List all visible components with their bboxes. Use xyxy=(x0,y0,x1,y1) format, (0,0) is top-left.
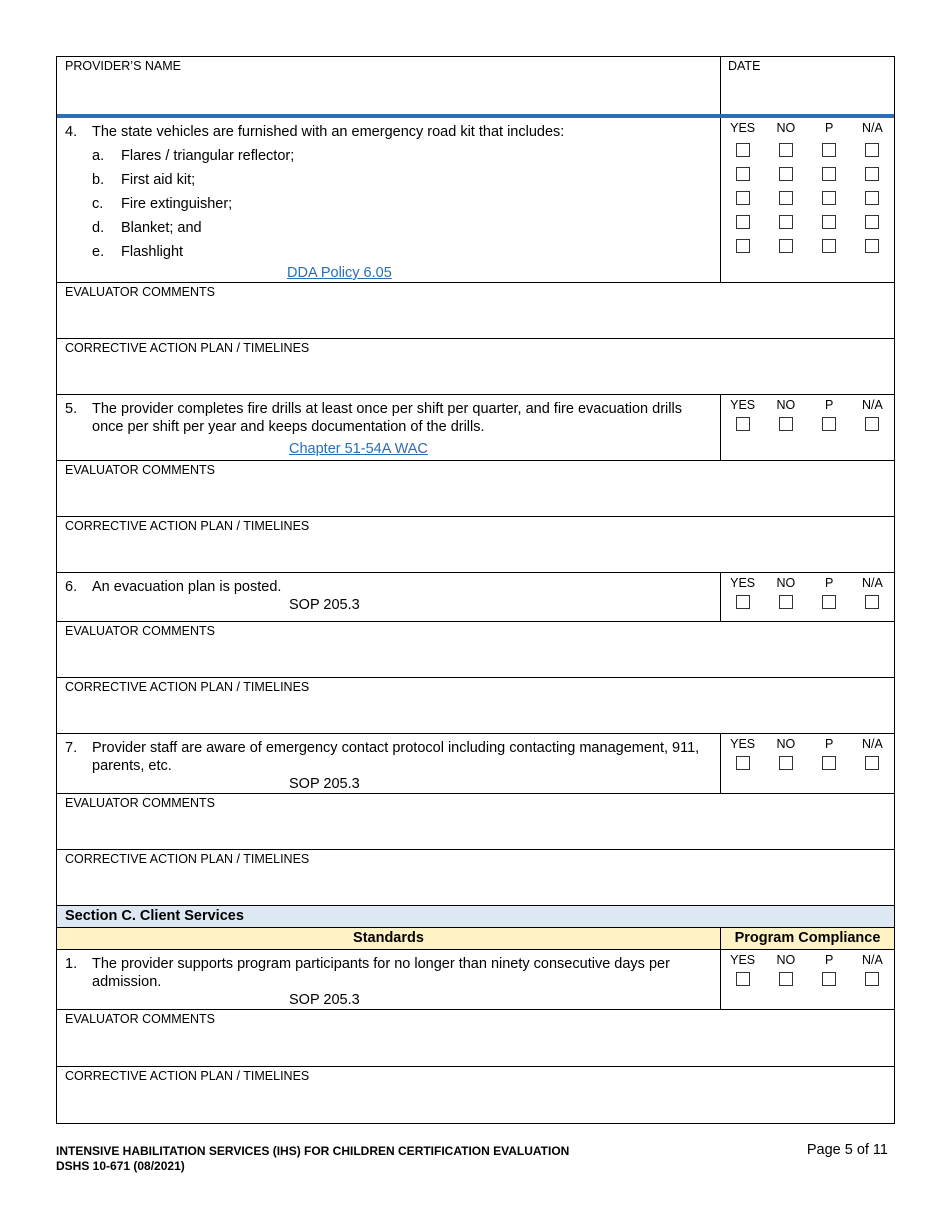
na-header: N/A xyxy=(861,398,883,412)
yes-checkbox-4b[interactable] xyxy=(736,167,750,181)
corrective-action-6[interactable] xyxy=(56,678,895,734)
yes-header: YES xyxy=(730,576,756,590)
p-checkbox-4a[interactable] xyxy=(822,143,836,157)
evaluation-form xyxy=(56,56,895,1124)
question-number: 6. xyxy=(65,579,78,595)
comments-label: EVALUATOR COMMENTS xyxy=(65,463,216,477)
p-checkbox-6[interactable] xyxy=(822,595,836,609)
compliance-cell xyxy=(721,118,894,282)
corrective-action-7[interactable] xyxy=(56,850,895,906)
evaluator-comments-5[interactable] xyxy=(56,461,895,517)
evaluator-comments-6[interactable] xyxy=(56,622,895,678)
standards-header-row xyxy=(56,928,895,950)
no-header: NO xyxy=(776,576,796,590)
corrective-action-5[interactable] xyxy=(56,517,895,573)
comments-label: EVALUATOR COMMENTS xyxy=(65,285,216,299)
provider-name-label: PROVIDER’S NAME xyxy=(65,59,181,73)
question-c1-row xyxy=(56,950,895,1010)
na-checkbox-4d[interactable] xyxy=(865,215,879,229)
yes-checkbox-4c[interactable] xyxy=(736,191,750,205)
list-item: b. First aid kit; xyxy=(92,172,196,188)
question-number: 1. xyxy=(65,956,78,972)
question-5-row xyxy=(56,395,895,461)
question-5 xyxy=(57,395,721,460)
yes-header: YES xyxy=(730,121,756,135)
na-checkbox-5[interactable] xyxy=(865,417,879,431)
na-checkbox-6[interactable] xyxy=(865,595,879,609)
na-header: N/A xyxy=(861,953,883,967)
question-4 xyxy=(57,118,721,282)
compliance-cell xyxy=(721,734,894,793)
question-6-row xyxy=(56,573,895,622)
no-checkbox-4c[interactable] xyxy=(779,191,793,205)
evaluator-comments-7[interactable] xyxy=(56,794,895,850)
p-header: P xyxy=(824,398,834,412)
standards-header: Standards xyxy=(57,928,721,949)
yes-checkbox-7[interactable] xyxy=(736,756,750,770)
no-checkbox-6[interactable] xyxy=(779,595,793,609)
section-title: Section C. Client Services xyxy=(65,908,244,924)
comments-label: EVALUATOR COMMENTS xyxy=(65,796,216,810)
question-text: An evacuation plan is posted. xyxy=(92,579,282,595)
p-checkbox-4d[interactable] xyxy=(822,215,836,229)
question-text: The provider supports program participants for no longer than ninety consecutive days per admission. xyxy=(92,956,670,990)
footer-title: INTENSIVE HABILITATION SERVICES (IHS) FOR CHILDREN CERTIFICATION EVALUATION xyxy=(56,1144,570,1158)
no-header: NO xyxy=(776,737,796,751)
cap-label: CORRECTIVE ACTION PLAN / TIMELINES xyxy=(65,1069,310,1083)
list-item: a. Flares / triangular reflector; xyxy=(92,148,295,164)
sop-reference: SOP 205.3 xyxy=(289,597,360,613)
cap-label: CORRECTIVE ACTION PLAN / TIMELINES xyxy=(65,680,310,694)
p-header: P xyxy=(824,121,834,135)
cap-label: CORRECTIVE ACTION PLAN / TIMELINES xyxy=(65,852,310,866)
p-header: P xyxy=(824,953,834,967)
comments-label: EVALUATOR COMMENTS xyxy=(65,624,216,638)
no-checkbox-5[interactable] xyxy=(779,417,793,431)
comments-label: EVALUATOR COMMENTS xyxy=(65,1012,216,1026)
section-c-header xyxy=(56,906,895,928)
date-label: DATE xyxy=(728,59,761,73)
cap-label: CORRECTIVE ACTION PLAN / TIMELINES xyxy=(65,519,310,533)
na-checkbox-4b[interactable] xyxy=(865,167,879,181)
yes-checkbox-4a[interactable] xyxy=(736,143,750,157)
na-checkbox-4a[interactable] xyxy=(865,143,879,157)
provider-header-row xyxy=(56,56,895,114)
program-compliance-header: Program Compliance xyxy=(734,930,881,946)
list-item: c. Fire extinguisher; xyxy=(92,196,233,212)
no-checkbox-4d[interactable] xyxy=(779,215,793,229)
no-checkbox-c1[interactable] xyxy=(779,972,793,986)
na-checkbox-c1[interactable] xyxy=(865,972,879,986)
yes-header: YES xyxy=(730,398,756,412)
no-header: NO xyxy=(776,121,796,135)
na-checkbox-4e[interactable] xyxy=(865,239,879,253)
na-header: N/A xyxy=(861,576,883,590)
corrective-action-4[interactable] xyxy=(56,339,895,395)
cap-label: CORRECTIVE ACTION PLAN / TIMELINES xyxy=(65,341,310,355)
na-header: N/A xyxy=(861,737,883,751)
footer-form-number: DSHS 10-671 (08/2021) xyxy=(56,1159,185,1173)
question-text: The state vehicles are furnished with an emergency road kit that includes: xyxy=(92,124,565,140)
provider-name-field[interactable] xyxy=(57,57,721,114)
p-header: P xyxy=(824,737,834,751)
evaluator-comments-4[interactable] xyxy=(56,283,895,339)
question-number: 5. xyxy=(65,401,78,417)
na-checkbox-7[interactable] xyxy=(865,756,879,770)
compliance-cell xyxy=(721,573,894,621)
wac-chapter-link[interactable]: Chapter 51-54A WAC xyxy=(289,441,428,457)
question-text: Provider staff are aware of emergency contact protocol including contacting management, 911, parents, etc. xyxy=(92,740,700,774)
p-checkbox-5[interactable] xyxy=(822,417,836,431)
p-checkbox-4b[interactable] xyxy=(822,167,836,181)
no-header: NO xyxy=(776,953,796,967)
p-header: P xyxy=(824,576,834,590)
yes-checkbox-4e[interactable] xyxy=(736,239,750,253)
list-item: e. Flashlight xyxy=(92,244,184,260)
question-6 xyxy=(57,573,721,621)
question-number: 7. xyxy=(65,740,78,756)
sop-reference: SOP 205.3 xyxy=(289,992,360,1008)
dda-policy-link[interactable]: DDA Policy 6.05 xyxy=(287,265,392,281)
question-7 xyxy=(57,734,721,793)
no-checkbox-4b[interactable] xyxy=(779,167,793,181)
yes-header: YES xyxy=(730,953,756,967)
no-checkbox-4e[interactable] xyxy=(779,239,793,253)
question-7-row xyxy=(56,734,895,794)
yes-checkbox-c1[interactable] xyxy=(736,972,750,986)
yes-header: YES xyxy=(730,737,756,751)
no-checkbox-7[interactable] xyxy=(779,756,793,770)
compliance-cell xyxy=(721,950,894,1009)
na-checkbox-4c[interactable] xyxy=(865,191,879,205)
p-checkbox-c1[interactable] xyxy=(822,972,836,986)
page-number: Page 5 of 11 xyxy=(806,1142,888,1158)
list-item: d. Blanket; and xyxy=(92,220,202,236)
no-checkbox-4a[interactable] xyxy=(779,143,793,157)
p-checkbox-7[interactable] xyxy=(822,756,836,770)
yes-checkbox-6[interactable] xyxy=(736,595,750,609)
p-checkbox-4c[interactable] xyxy=(822,191,836,205)
na-header: N/A xyxy=(861,121,883,135)
date-field[interactable] xyxy=(721,57,894,114)
page-footer xyxy=(56,1144,888,1174)
question-c1 xyxy=(57,950,721,1009)
question-number: 4. xyxy=(65,124,78,140)
sop-reference: SOP 205.3 xyxy=(289,776,360,792)
question-text: The provider completes fire drills at least once per shift per quarter, and fire evacuation drills once per shift per year and keeps documentation of the drills. xyxy=(92,401,682,435)
corrective-action-c1[interactable] xyxy=(56,1067,895,1124)
compliance-cell xyxy=(721,395,894,460)
p-checkbox-4e[interactable] xyxy=(822,239,836,253)
no-header: NO xyxy=(776,398,796,412)
question-4-row xyxy=(56,118,895,283)
evaluator-comments-c1[interactable] xyxy=(56,1010,895,1067)
yes-checkbox-5[interactable] xyxy=(736,417,750,431)
yes-checkbox-4d[interactable] xyxy=(736,215,750,229)
